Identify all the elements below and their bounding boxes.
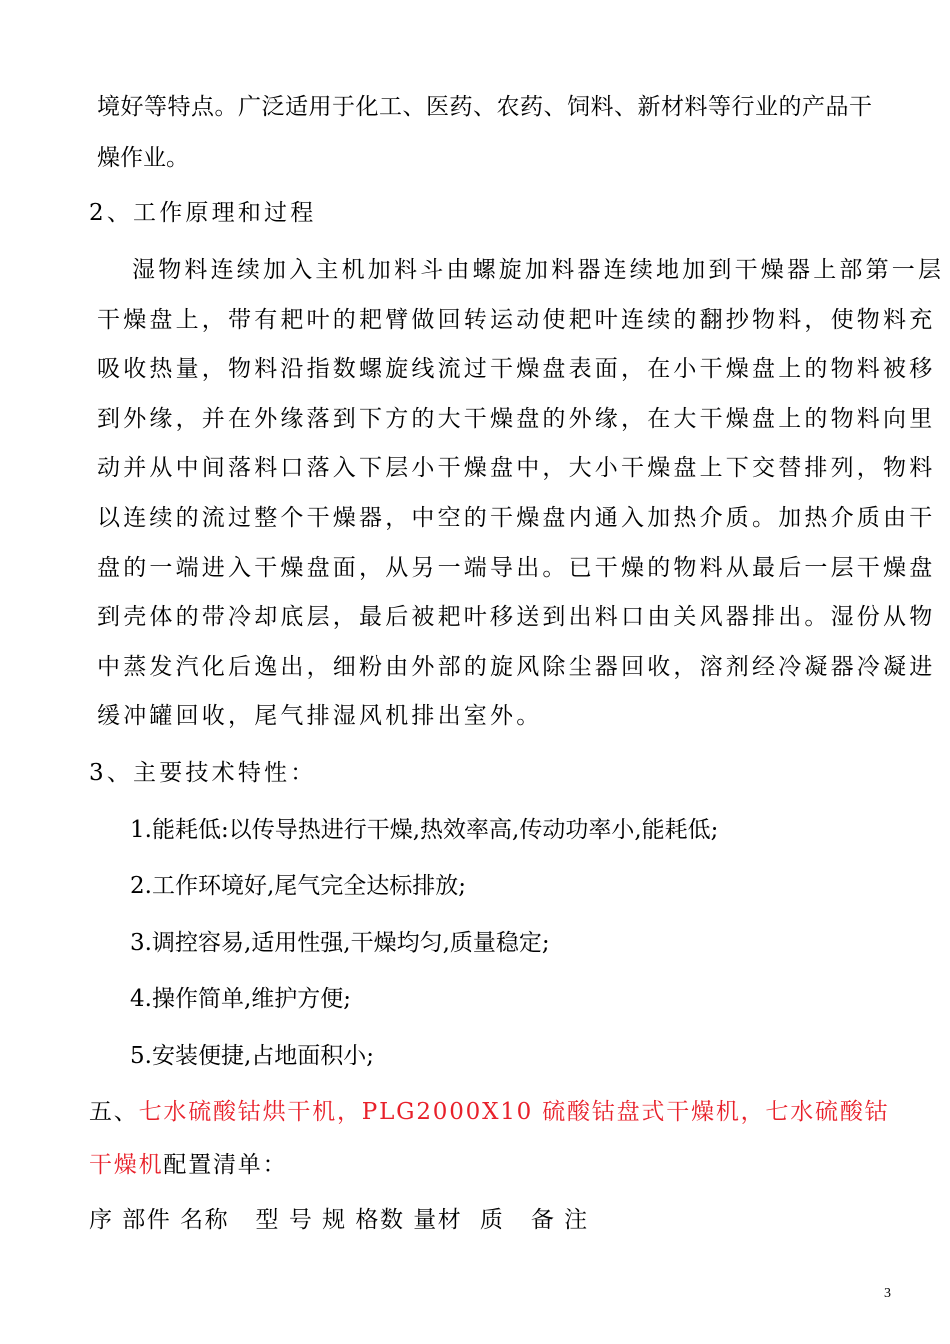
feature-item: 2.工作环境好,尾气完全达标排放; [130,873,467,899]
section-heading [89,1097,889,1127]
paragraph-line: 到外缘，并在外缘落到下方的大干燥盘的外缘，在大干燥盘上的物料向里 [97,406,936,432]
paragraph-line: 干燥盘上，带有耙叶的耙臂做回转运动使耙叶连续的翻抄物料，使物料充 [97,307,936,333]
highlight-text: 干燥机 [89,1152,164,1178]
highlight-text: 七水硫酸钴烘干机，PLG2000X10 硫酸钴盘式干燥机，七水硫酸钴 [138,1099,890,1125]
section-number: 五、 [89,1099,139,1125]
section-heading: 2、工作原理和过程 [89,200,317,226]
paragraph-line: 境好等特点。广泛适用于化工、医药、农药、饲料、新材料等行业的产品干 [97,94,873,120]
page-number: 3 [884,1286,891,1301]
paragraph-line: 湿物料连续加入主机加料斗由螺旋加料器连续地加到干燥器上部第一层 [132,257,945,283]
paragraph-line: 缓冲罐回收，尾气排湿风机排出室外。 [97,703,543,729]
feature-item: 4.操作简单,维护方便; [130,986,352,1012]
paragraph-line: 动并从中间落料口落入下层小干燥盘中，大小干燥盘上下交替排列，物料 [97,455,936,481]
paragraph-line: 吸收热量，物料沿指数螺旋线流过干燥盘表面，在小干燥盘上的物料被移 [97,356,936,382]
table-header: 序 部件 名称 型 号 规 格数 量材 质 备 注 [89,1207,589,1233]
paragraph-line: 燥作业。 [97,145,189,171]
paragraph-line: 盘的一端进入干燥盘面，从另一端导出。已干燥的物料从最后一层干燥盘 [97,555,936,581]
feature-item: 1.能耗低:以传导热进行干燥,热效率高,传动功率小,能耗低; [130,817,719,843]
paragraph-line: 以连续的流过整个干燥器，中空的干燥盘内通入加热介质。加热介质由干 [97,505,936,531]
paragraph-line: 到壳体的带冷却底层，最后被耙叶移送到出料口由关风器排出。湿份从物 [97,604,936,630]
section-suffix: 配置清单： [163,1152,288,1178]
paragraph-line: 中蒸发汽化后逸出，细粉由外部的旋风除尘器回收，溶剂经冷凝器冷凝进 [97,654,936,680]
section-heading-cont [89,1150,287,1180]
section-heading: 3、主要技术特性： [89,760,317,786]
feature-item: 5.安装便捷,占地面积小; [130,1043,375,1069]
feature-item: 3.调控容易,适用性强,干燥均匀,质量稳定; [130,930,550,956]
